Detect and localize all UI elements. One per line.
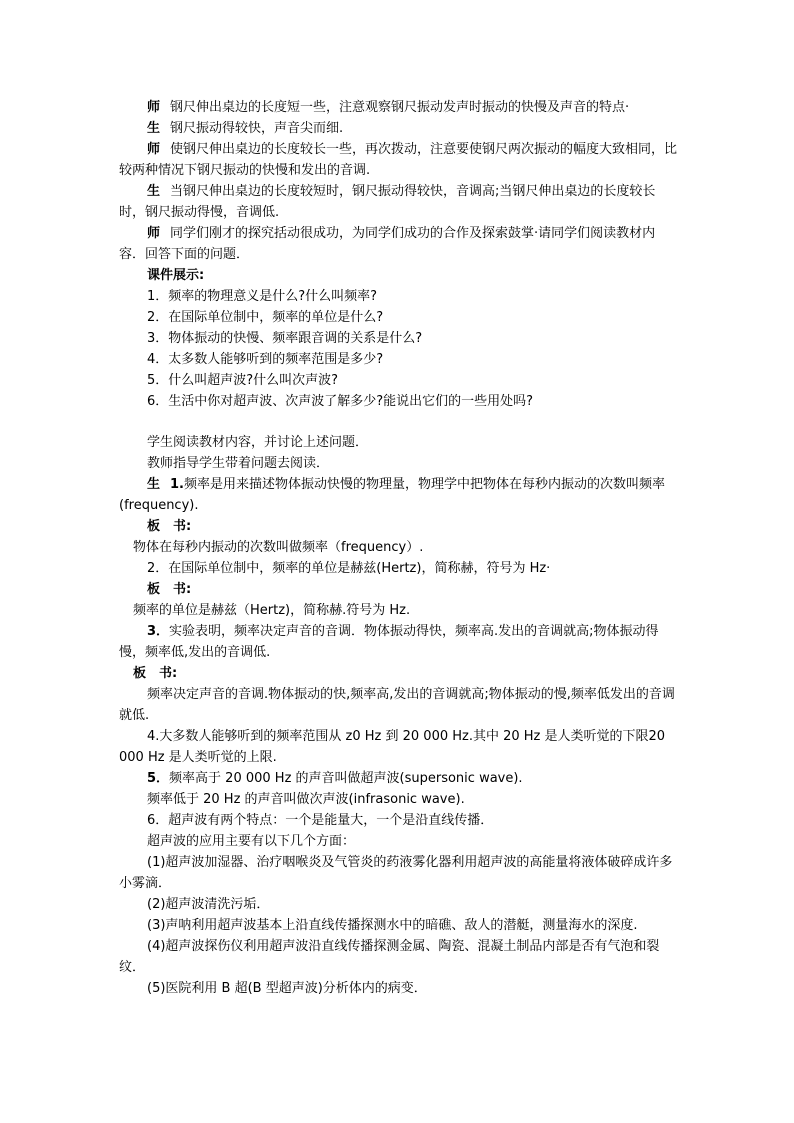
application-item: (2)超声波清洗污垢． [147,897,270,912]
answer-5 [119,768,679,789]
speaker-label: 生 [147,121,161,136]
reading-line: 学生阅读教材内容，并讨论上述问题． [147,435,369,450]
dialogue-text: 使钢尺伸出桌边的长度较长一些，再次拨动，注意要使钢尺两次振动的幅度大致相同，比较两种情况下钢尺振动的快慢和发出的音调. [119,142,678,178]
speaker-label: 生 [147,477,161,492]
spacer [119,412,679,432]
answer-text: 频率高于 20 000 Hz 的声音叫做超声波(supersonic wave). [169,771,523,786]
question-item: 3．物体振动的快慢、频率跟音调的关系是什么? [147,331,423,346]
board-label-1: 板 书: [147,519,192,534]
dialogue-text: 钢尺振动得较快，声音尖而细. [170,121,344,136]
application-item: (4)超声波探伤仪利用超声波沿直线传播探测金属、陶瓷、混凝土制品内部是否有气泡和裂纹． [119,939,660,975]
answer-text: 频率是用来描述物体振动快慢的物理量，物理学中把物体在每秒内振动的次数叫频率(frequency). [119,477,666,513]
dialogue-text: 同学们刚才的探究括动很成功，为同学们成功的合作及探索鼓掌·请同学们阅读教材内容．回答下面的问题． [119,226,656,262]
answer-number: 1. [170,477,184,492]
application-item: (5)医院利用 B 超(B 型超声波)分析体内的病变． [147,981,427,996]
dialogue-student-1 [119,118,679,139]
board-label-3: 板 书: [133,666,178,681]
dialogue-text: 钢尺伸出桌边的长度短一些，注意观察钢尺振动发声时振动的快慢及声音的特点· [170,100,630,115]
answer-number: 5． [147,771,170,786]
speaker-label: 师 [147,226,161,241]
dialogue-teacher-2 [119,139,679,181]
board-text-2: 频率的单位是赫兹（Hertz)，简称赫.符号为 Hz. [133,603,411,618]
application-item: (1)超声波加湿器、治疗咽喉炎及气管炎的药液雾化器利用超声波的高能量将液体破碎成许多小雾滴． [119,855,673,891]
answer-4: 4.大多数人能够听到的频率范围从 z0 Hz 到 20 000 Hz.其中 20 Hz 是人类听觉的下限20 000 Hz 是人类听觉的上限. [119,729,666,765]
answer-text: 实验表明，频率决定声音的音调．物体振动得快，频率高.发出的音调就高;物体振动得慢，频率低,发出的音调低. [119,624,659,660]
answer-number: 3． [147,624,170,639]
speaker-label: 生 [147,184,161,199]
speaker-label: 师 [147,142,161,157]
question-item: 6．生活中你对超声波、次声波了解多少?能说出它们的一些用处吗? [147,394,534,409]
speaker-label: 师 [147,100,161,115]
dialogue-teacher-1 [119,97,679,118]
question-item: 2．在国际单位制中，频率的单位是什么? [147,310,384,325]
document-page [119,97,679,999]
courseware-heading: 课件展示: [147,268,205,283]
board-text-3: 频率决定声音的音调.物体振动的快,频率高,发出的音调就高;物体振动的慢,频率低发出的音调就低. [119,687,675,723]
board-text-1: 物体在每秒内振动的次数叫做频率（frequency）. [133,540,424,555]
answer-2: 2．在国际单位制中，频率的单位是赫兹(Hertz)，简称赫，符号为 Hz· [147,561,551,576]
application-item: (3)声呐利用超声波基本上沿直线传播探测水中的暗礁、敌人的潜艇，测量海水的深度. [147,918,638,933]
answer-3 [119,621,679,663]
answer-5b: 频率低于 20 Hz 的声音叫做次声波(infrasonic wave). [147,792,465,807]
reading-line: 教师指导学生带着问题去阅读． [147,456,330,471]
board-label-2: 板 书: [147,582,192,597]
answer-1 [119,474,679,516]
dialogue-student-2 [119,181,679,223]
applications-intro: 超声波的应用主要有以下几个方面： [147,834,356,849]
answer-6: 6．超声波有两个特点：一个是能量大，一个是沿直线传播． [147,813,494,828]
dialogue-text: 当钢尺伸出桌边的长度较短时，钢尺振动得较快，音调高;当钢尺伸出桌边的长度较长时，钢尺振动得慢，音调低. [119,184,656,220]
dialogue-teacher-3 [119,223,679,265]
question-item: 5．什么叫超声波?什么叫次声波? [147,373,339,388]
question-item: 1．频率的物理意义是什么?什么叫频率? [147,289,378,304]
question-item: 4．太多数人能够听到的频率范围是多少? [147,352,384,367]
